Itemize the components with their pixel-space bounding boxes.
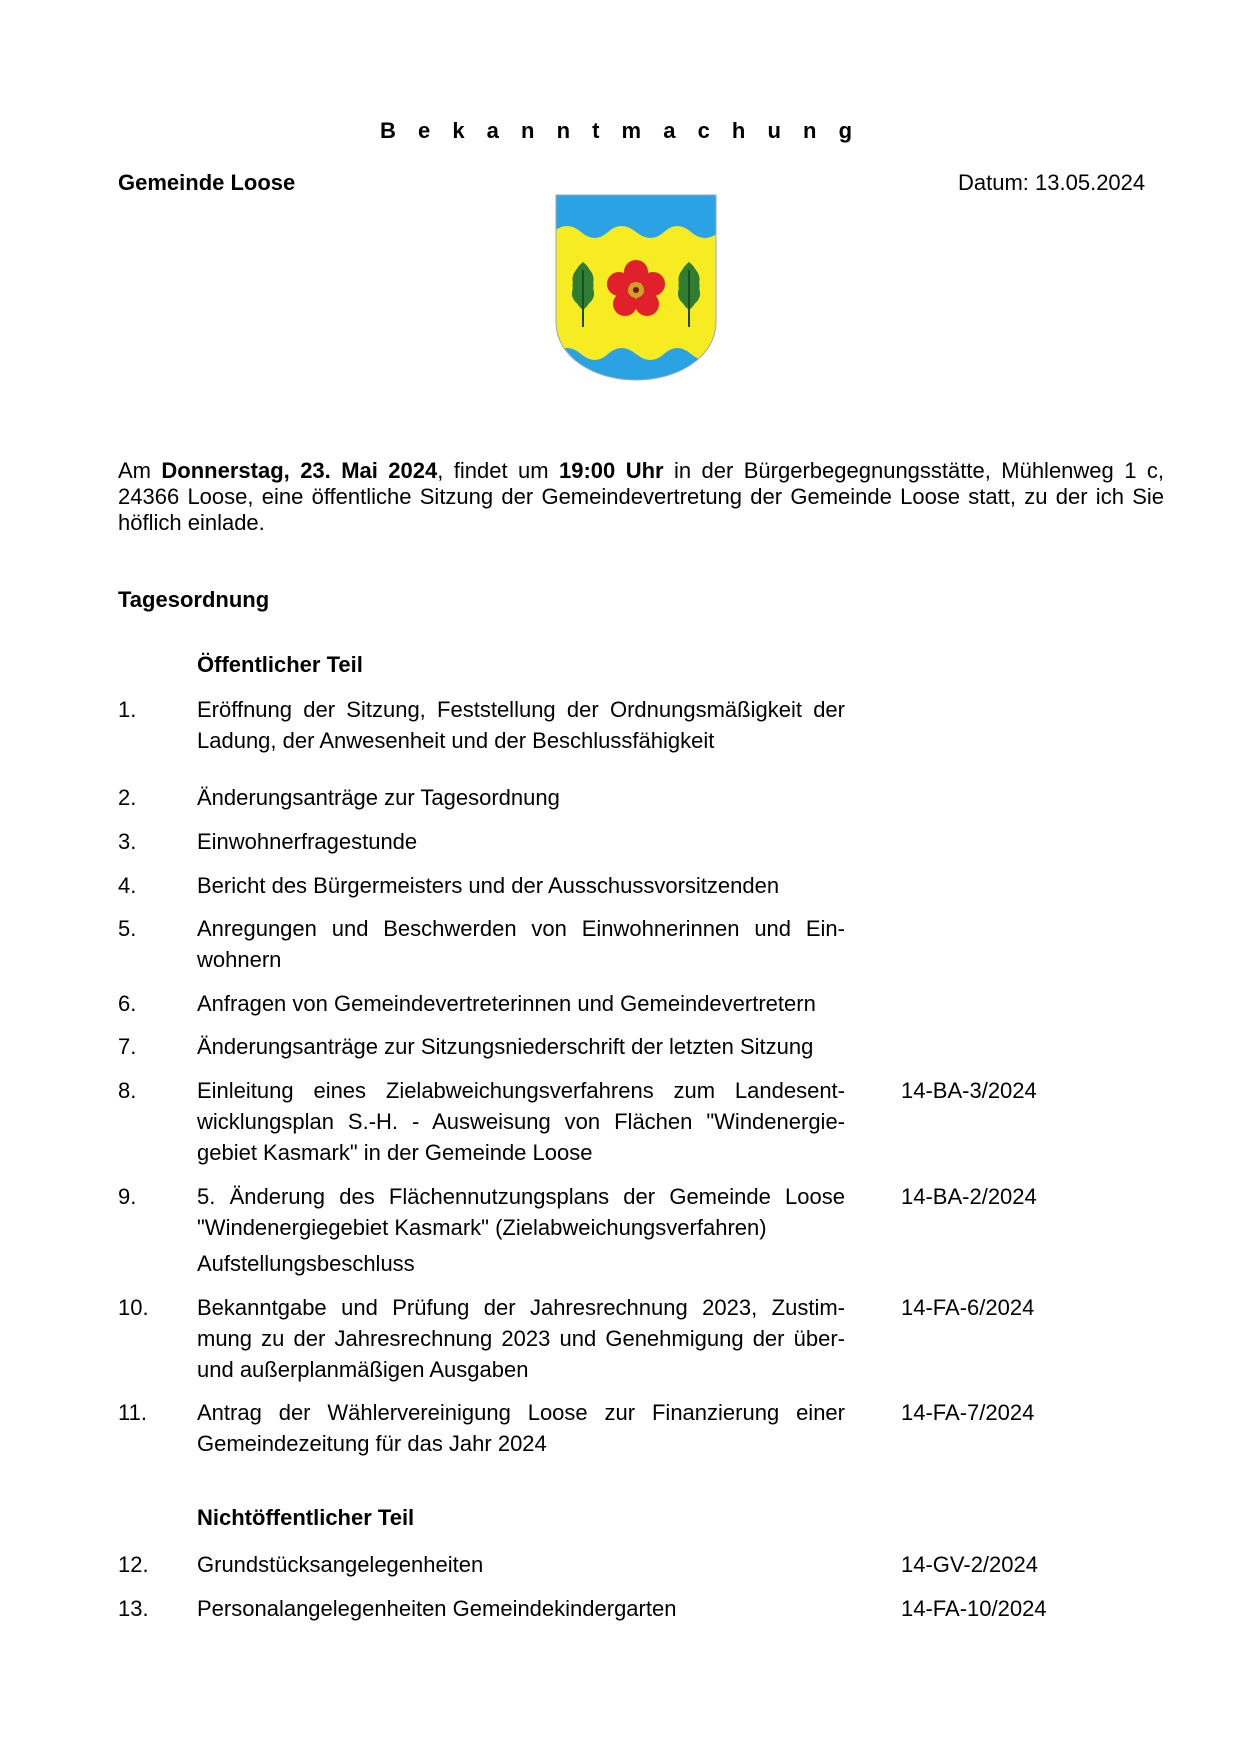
agenda-item-number: 5.	[118, 916, 137, 941]
agenda-item-reference: 14-GV-2/2024	[901, 1552, 1038, 1577]
agenda-item-number: 3.	[118, 829, 137, 854]
agenda-item-reference: 14-FA-7/2024	[901, 1400, 1035, 1425]
agenda-item-number: 12.	[118, 1552, 149, 1577]
agenda-item-text	[197, 826, 845, 857]
agenda-item-reference: 14-FA-6/2024	[901, 1295, 1035, 1320]
agenda-item-number: 13.	[118, 1596, 149, 1621]
agenda-item-number: 6.	[118, 991, 137, 1016]
agenda-item-number: 7.	[118, 1034, 137, 1059]
municipality-name: Gemeinde Loose	[118, 170, 296, 195]
agenda-item-number: 8.	[118, 1078, 137, 1103]
agenda-item-line: Einwohnerfragestunde	[197, 829, 418, 854]
agenda-item-number: 10.	[118, 1295, 149, 1320]
agenda-item-line: Gemeindezeitung für das Jahr 2024	[197, 1431, 547, 1456]
agenda-item-number: 2.	[118, 785, 137, 810]
agenda-item-line: "Windenergiegebiet Kasmark" (Zielabweichungsverfahren)	[197, 1215, 767, 1240]
agenda-item-line: Änderungsanträge zur Sitzungsniederschrift der letzten Sitzung	[197, 1034, 814, 1059]
agenda-item-extra: Aufstellungsbeschluss	[197, 1251, 415, 1276]
agenda-item-line: Eröffnung der Sitzung, Feststellung der Ordnungsmäßigkeit der	[197, 697, 845, 722]
document-title: B e k a n n t m a c h u n g	[379, 118, 861, 143]
agenda-item-text	[197, 1397, 845, 1459]
agenda-item-line: Einleitung eines Zielabweichungsverfahrens zum Landesent-	[197, 1078, 845, 1103]
agenda-item-line: 5. Änderung des Flächennutzungsplans der Gemeinde Loose	[197, 1184, 845, 1209]
agenda-item-line: mung zu der Jahresrechnung 2023 und Genehmigung der über-	[197, 1326, 845, 1351]
agenda-item-line: Grundstücksangelegenheiten	[197, 1552, 484, 1577]
agenda-item-text	[197, 870, 845, 901]
nonpublic-section-title: Nichtöffentlicher Teil	[197, 1505, 415, 1530]
agenda-item-line: Bekanntgabe und Prüfung der Jahresrechnung 2023, Zustim-	[197, 1295, 845, 1320]
agenda-item-number: 4.	[118, 873, 137, 898]
agenda-item-line: Antrag der Wählervereinigung Loose zur Finanzierung einer	[197, 1400, 845, 1425]
agenda-item-text	[197, 782, 845, 813]
intro-middle: , findet um	[437, 458, 559, 483]
agenda-item-reference: 14-BA-3/2024	[901, 1078, 1037, 1103]
meeting-day: Donnerstag, 23. Mai 2024	[161, 458, 438, 483]
agenda-item-text	[197, 1181, 845, 1279]
agenda-item-line: Änderungsanträge zur Tagesordnung	[197, 785, 560, 810]
agenda-item-number: 11.	[118, 1400, 147, 1425]
agenda-item-line: und außerplanmäßigen Ausgaben	[197, 1357, 529, 1382]
agenda-item-line: Personalangelegenheiten Gemeindekindergarten	[197, 1596, 677, 1621]
agenda-item-reference: 14-BA-2/2024	[901, 1184, 1037, 1209]
document-date: Datum: 13.05.2024	[958, 170, 1146, 195]
agenda-item-line: Bericht des Bürgermeisters und der Ausschussvorsitzenden	[197, 873, 780, 898]
agenda-item-line: wohnern	[197, 947, 282, 972]
coat-of-arms-icon	[553, 192, 719, 382]
agenda-item-reference: 14-FA-10/2024	[901, 1596, 1047, 1621]
agenda-item-text	[197, 1549, 845, 1580]
agenda-item-text	[197, 913, 845, 975]
agenda-heading: Tagesordnung	[118, 587, 270, 612]
agenda-item-text	[197, 1031, 845, 1062]
intro-paragraph	[118, 458, 1164, 536]
agenda-item-text	[197, 1593, 845, 1624]
agenda-item-line: gebiet Kasmark" in der Gemeinde Loose	[197, 1140, 593, 1165]
agenda-item-text	[197, 988, 845, 1019]
agenda-item-number: 9.	[118, 1184, 137, 1209]
agenda-item-line: Anfragen von Gemeindevertreterinnen und Gemeindevertretern	[197, 991, 816, 1016]
agenda-item-number: 1.	[118, 697, 137, 722]
agenda-item-text	[197, 1075, 845, 1168]
agenda-item-line: Ladung, der Anwesenheit und der Beschlussfähigkeit	[197, 728, 715, 753]
intro-suffix: in der Bürgerbegegnungsstätte, Mühlenweg 1 c, 24366 Loose, eine öffentliche Sitzung der Gemeindevertretung der Gemeinde Loose statt, zu der ich Sie höflich einlade.	[118, 458, 1164, 535]
agenda-item-text	[197, 694, 845, 756]
intro-prefix: Am	[118, 458, 162, 483]
meeting-time: 19:00 Uhr	[559, 458, 664, 483]
agenda-item-text	[197, 1292, 845, 1385]
agenda-item-line: Anregungen und Beschwerden von Einwohnerinnen und Ein-	[197, 916, 845, 941]
agenda-item-line: wicklungsplan S.-H. - Ausweisung von Flächen "Windenergie-	[197, 1109, 845, 1134]
public-section-title: Öffentlicher Teil	[197, 652, 363, 677]
